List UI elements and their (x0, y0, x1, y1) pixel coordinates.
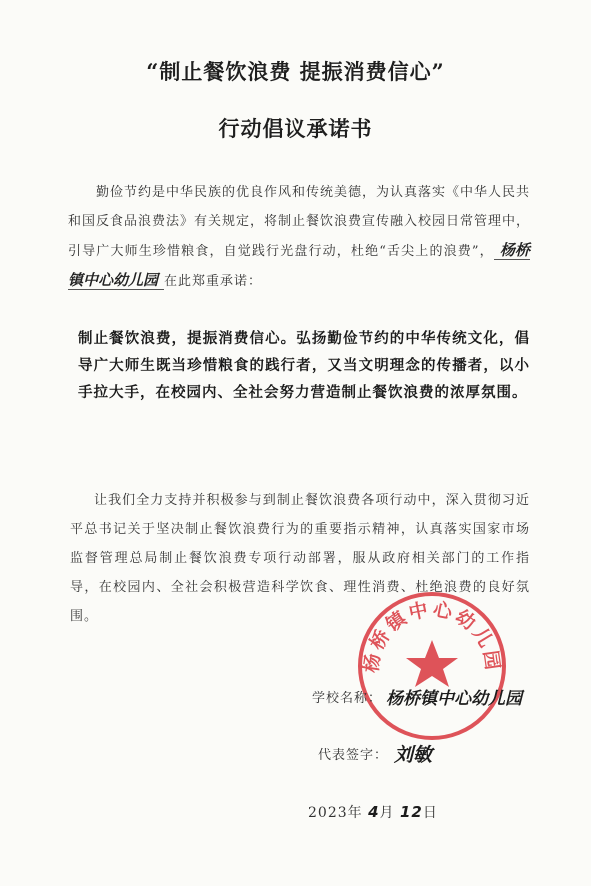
pledge-paragraph: 制止餐饮浪费，提振消费信心。弘扬勤俭节约的中华传统文化，倡导广大师生既当珍惜粮食的践行者，又当文明理念的传播者，以小手拉大手，在校园内、全社会努力营造制止餐饮浪费的浓厚氛围。 (78, 331, 530, 401)
representative-label: 代表签字： (318, 748, 389, 763)
representative-signature: 刘敏 (394, 744, 433, 766)
intro-paragraph (68, 178, 530, 296)
call-to-action-paragraph: 让我们全力支持并积极参与到制止餐饮浪费各项行动中，深入贯彻习近平总书记关于坚决制止餐饮浪费行为的重要指示精神，认真落实国家市场监督管理总局制止餐饮浪费专项行动部署，服从政府相关部门的工作指导，在校园内、全社会积极营造科学饮食、理性消费、杜绝浪费的良好氛围。 (70, 493, 530, 624)
date-year: 2023 (308, 805, 348, 821)
stamp-star-icon (406, 640, 458, 687)
document-title-line2: 行动倡议承诺书 (218, 116, 373, 141)
school-name-label: 学校名称： (312, 691, 383, 706)
official-seal-stamp (356, 590, 508, 742)
date-year-unit: 年 (347, 805, 363, 821)
stamp-text: 杨桥镇中心幼儿园 (360, 598, 504, 675)
school-name-row (312, 684, 522, 709)
document-title-line1: “制止餐饮浪费 提振消费信心” (146, 59, 445, 84)
date-month: 4 (368, 803, 380, 821)
intro-text: 勤俭节约是中华民族的优良作风和传统美德，为认真落实《中华人民共和国反食品浪费法》有关规定，将制止餐饮浪费宣传融入校园日常管理中，引导广大师生珍惜粮食，自觉践行光盘行动，杜绝“舌尖上的浪费”， (68, 185, 531, 259)
school-name-signature: 杨桥镇中心幼儿园 (386, 689, 523, 709)
date-line (308, 802, 438, 822)
intro-text-after: 在此郑重承诺： (164, 274, 263, 289)
date-month-unit: 月 (379, 805, 395, 821)
date-day-unit: 日 (422, 805, 438, 821)
school-name-handwritten: 杨桥镇中心幼儿园 (68, 241, 530, 289)
date-day: 12 (399, 803, 423, 821)
representative-row (318, 740, 432, 767)
